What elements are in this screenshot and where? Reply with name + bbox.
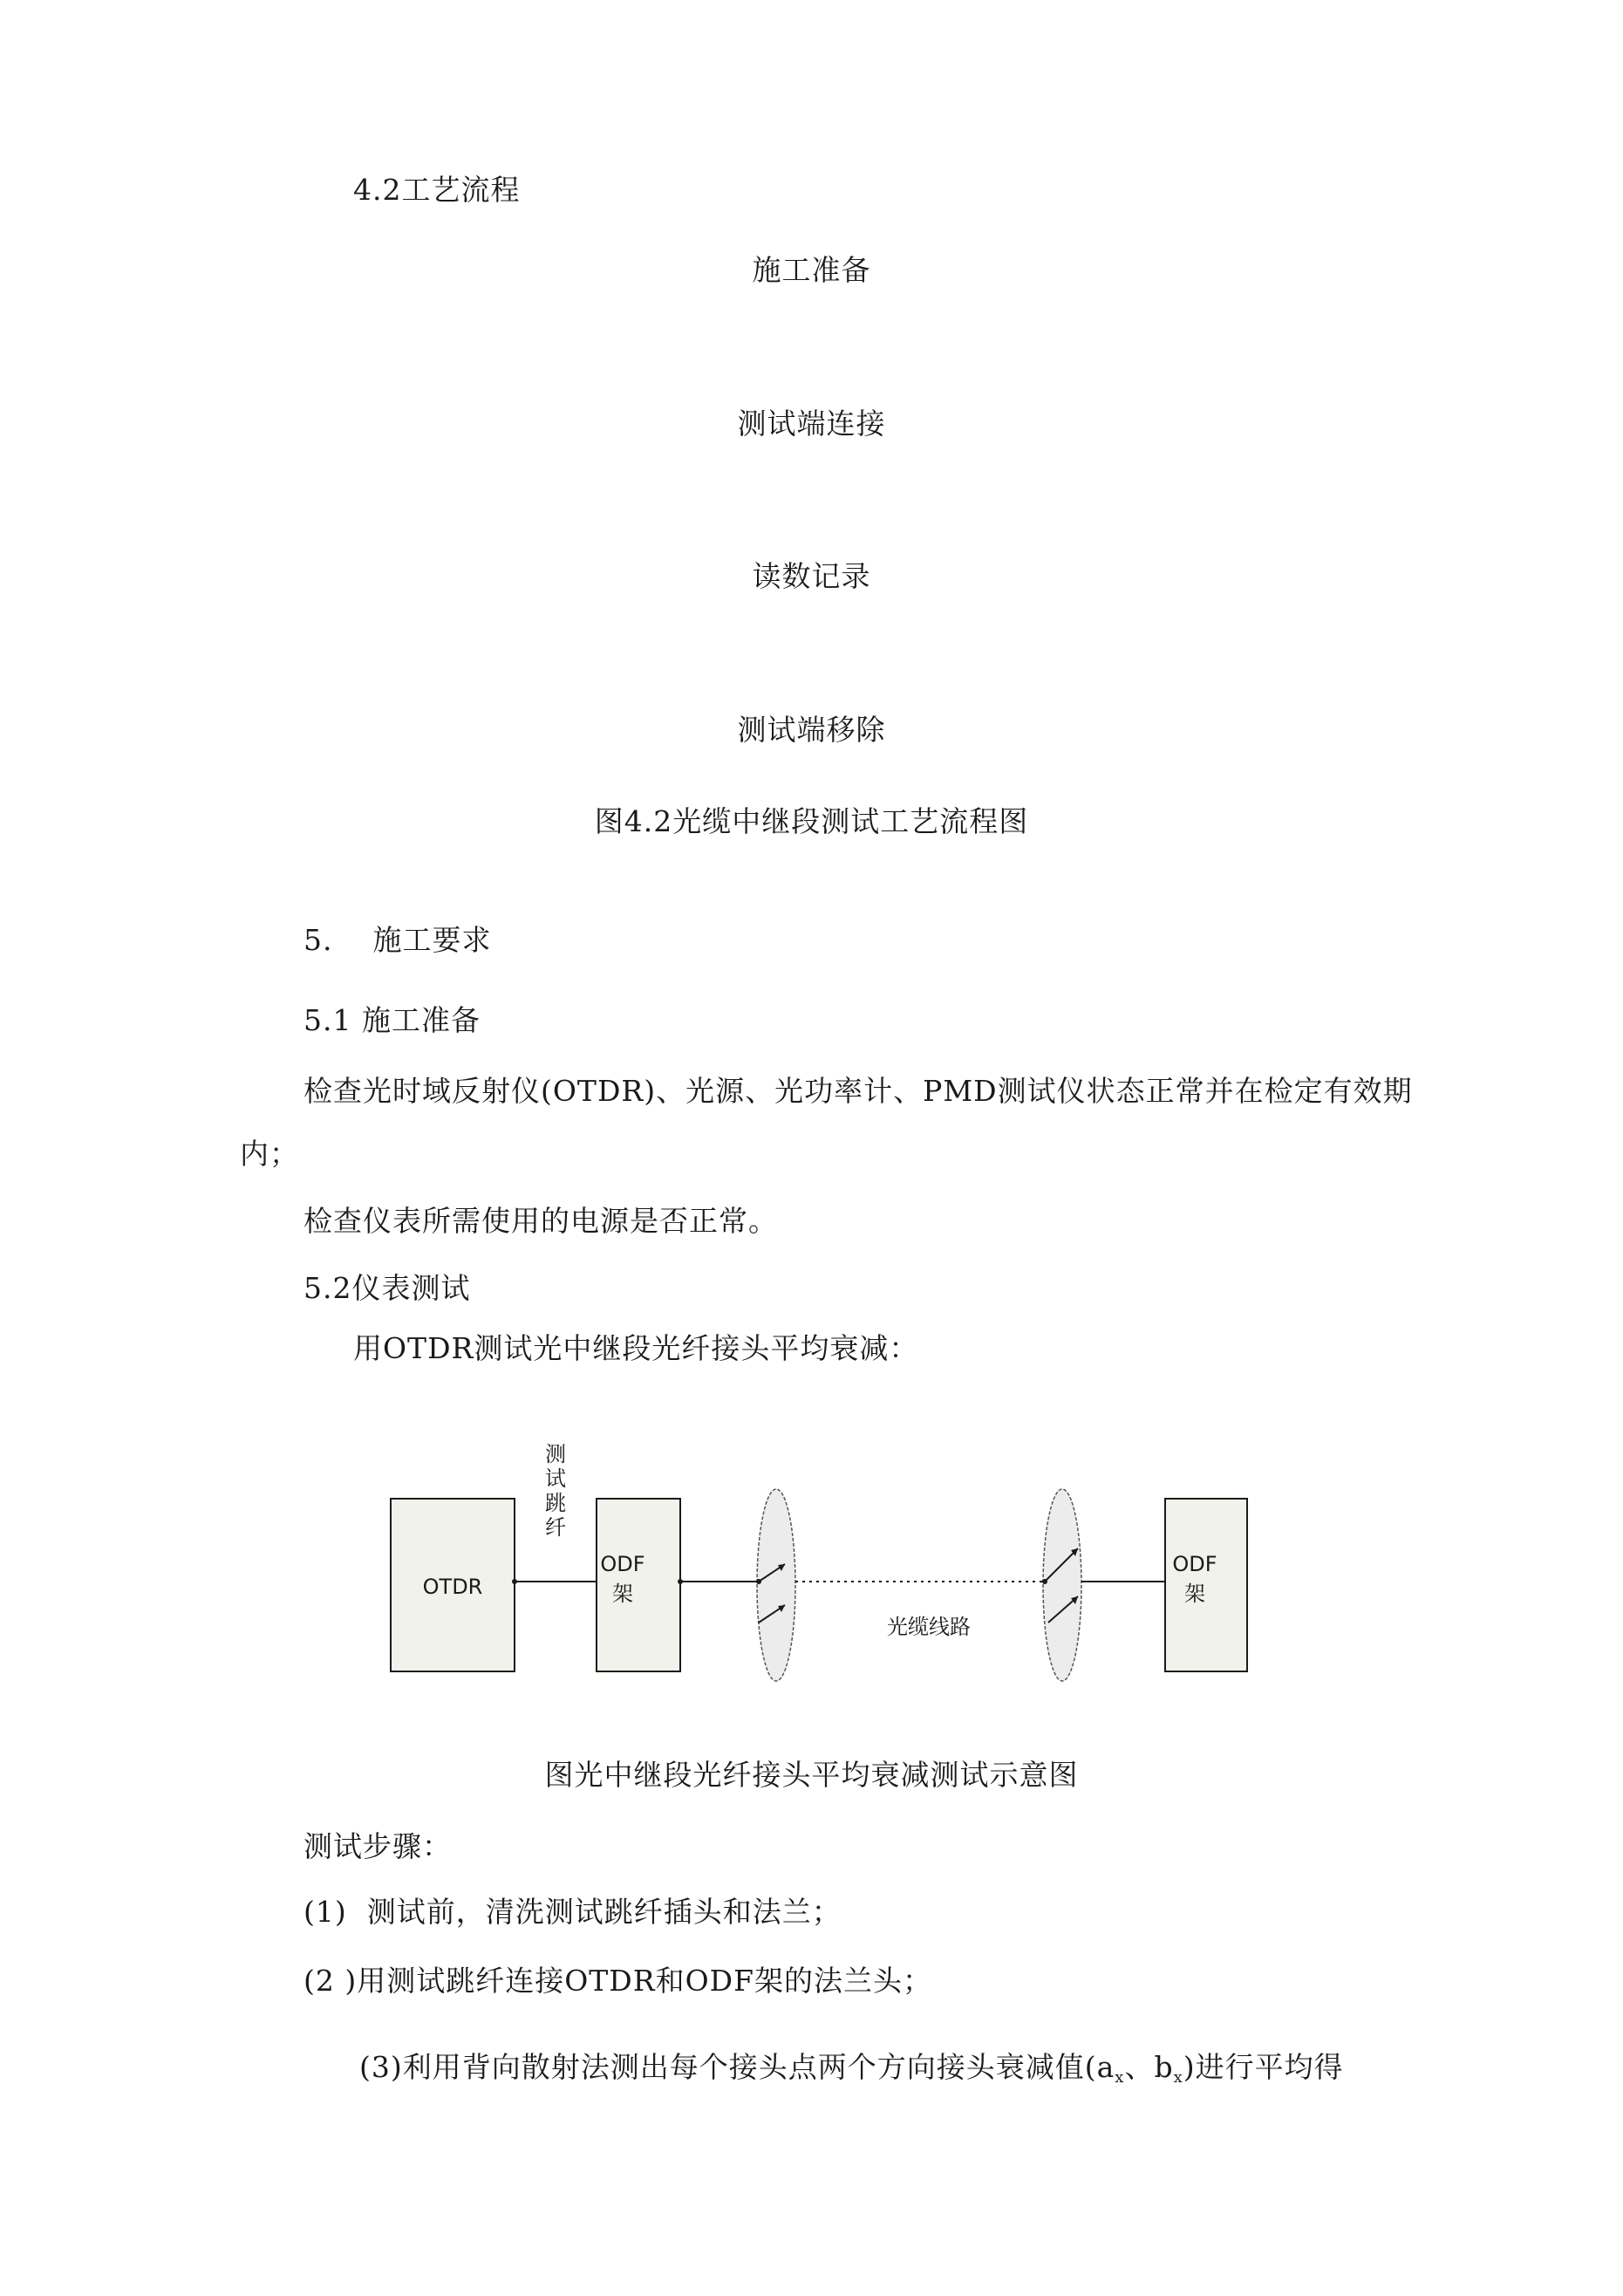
otdr-label: OTDR	[422, 1575, 483, 1599]
section-5-1-heading: 5.1 施工准备	[303, 1003, 481, 1037]
flow-step-record: 读数记录	[752, 559, 871, 593]
step-3-suffix: )进行平均得	[1183, 2050, 1344, 2084]
flow-step-connect: 测试端连接	[737, 407, 886, 441]
section-4-2-heading: 4.2工艺流程	[353, 173, 521, 207]
section-5-2-heading: 5.2仪表测试	[303, 1271, 471, 1305]
step-2: (2 )用测试跳纤连接OTDR和ODF架的法兰头；	[303, 1964, 933, 1998]
jumper-label-char-4: 纤	[545, 1515, 566, 1540]
otdr-test-diagram	[375, 1435, 1273, 1714]
step-3-prefix: (3)利用背向散射法测出每个接头点两个方向接头衰减值(a	[359, 2050, 1115, 2084]
odf-right-label-1: ODF	[1172, 1552, 1217, 1576]
odf-right-label-2: 架	[1184, 1582, 1205, 1606]
otdr-port-dot	[512, 1579, 517, 1584]
jumper-label-char-2: 试	[545, 1466, 566, 1491]
splice-right-ellipse	[1043, 1489, 1081, 1681]
figure-caption-4-2: 图4.2光缆中继段测试工艺流程图	[594, 804, 1029, 838]
odf-right-box	[1165, 1499, 1247, 1671]
flow-step-prepare: 施工准备	[752, 253, 871, 287]
odf-left-label-2: 架	[612, 1582, 633, 1606]
jumper-label-char-1: 测	[545, 1442, 566, 1466]
cable-label: 光缆线路	[887, 1615, 971, 1639]
section-5-1-para1-line1: 检查光时域反射仪(OTDR)、光源、光功率计、PMD测试仪状态正常并在检定有效期	[303, 1074, 1413, 1108]
section-5-1-para1-line2: 内；	[240, 1137, 299, 1171]
step-3-sub-b: x	[1173, 2068, 1183, 2087]
splice-left-ellipse	[757, 1489, 795, 1681]
step-3-mid: 、b	[1124, 2050, 1174, 2084]
steps-heading: 测试步骤：	[303, 1829, 452, 1863]
section-5-2-intro: 用OTDR测试光中继段光纤接头平均衰减：	[353, 1331, 919, 1365]
diagram-caption: 图光中继段光纤接头平均衰减测试示意图	[544, 1758, 1079, 1792]
step-3-sub-a: x	[1115, 2068, 1125, 2087]
odf-left-box	[597, 1499, 680, 1671]
splice-left-dot	[756, 1579, 761, 1584]
odf-left-label-1: ODF	[600, 1552, 645, 1576]
step-3	[359, 2050, 1344, 2095]
splice-right-dot	[1042, 1579, 1047, 1584]
jumper-label-char-3: 跳	[545, 1491, 566, 1515]
flow-step-remove: 测试端移除	[737, 713, 886, 747]
step-1: (1) 测试前，清洗测试跳纤插头和法兰；	[303, 1895, 842, 1929]
section-5-heading: 5. 施工要求	[303, 923, 492, 957]
section-5-1-para2: 检查仪表所需使用的电源是否正常。	[303, 1204, 778, 1238]
